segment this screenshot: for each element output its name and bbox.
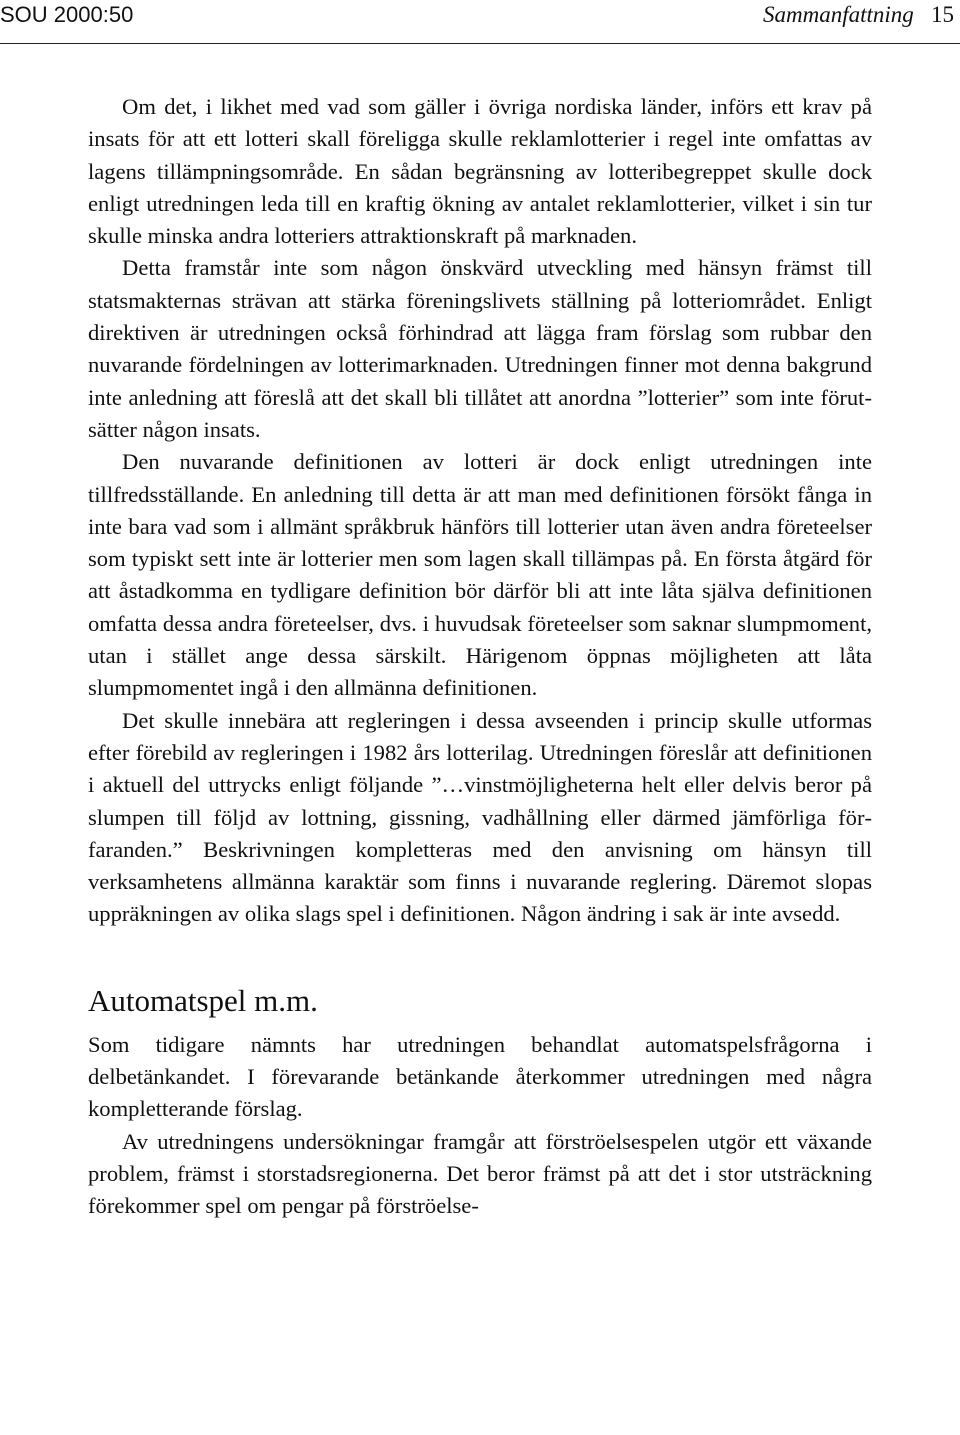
body-text: [88, 91, 872, 1223]
running-head: [763, 2, 954, 28]
paragraph-2: Detta framstår inte som någon önskvärd utveckling med hänsyn främst till statsmakternas strävan att stärka föreningslivets ställning på lotteriområdet. Enligt direktiven är utredningen också förhindrad att lägga fram förslag som rubbar den nuvarande fördelningen av lotterimarknaden. Utredningen finner mot denna bakgrund inte anledning att föreslå att det skall bli tillåtet att anordna ”lotterier” som inte förutsätter någon insats.: [88, 255, 872, 442]
page-number: 15: [931, 2, 954, 27]
paragraph-6: Av utredningens undersökningar framgår att förströelsespelen utgör ett växande problem, främst i storstadsregionerna. Det beror främst på att det i stor utsträckning förekommer spel om pengar på förströelse-: [88, 1128, 872, 1219]
document-id: SOU 2000:50: [0, 2, 134, 27]
section-spacer: [88, 931, 872, 981]
page-header: [0, 0, 960, 44]
paragraph-4: Det skulle innebära att regleringen i dessa avseenden i princip skulle utformas efter förebild av regleringen i 1982 års lotterilag. Utredningen föreslår att definitionen i aktuell del uttrycks enligt följande ”…vinstmöjligheterna helt eller delvis beror på slumpen till följd av lottning, gissning, vadhållning eller därmed jämförliga förfaranden.” Beskrivningen kompletteras med den anvisning om hänsyn till verksamhetens allmänna karaktär som finns i nuvarande reglering. Däremot slopas uppräkningen av olika slags spel i definitionen. Någon ändring i sak är inte avsedd.: [88, 707, 872, 927]
paragraph-1: Om det, i likhet med vad som gäller i övriga nordiska länder, införs ett krav på insats för att ett lotteri skall föreligga skulle reklamlotterier i regel inte omfattas av lagens tillämpningsområde. En sådan begränsning av lotteribegreppet skulle dock enligt utredningen leda till en kraftig ökning av antalet reklamlotterier, vilket i sin tur skulle minska andra lotteriers attraktionskraft på marknaden.: [88, 94, 872, 249]
paragraph-5: Som tidigare nämnts har utredningen behandlat automatspelsfrågorna i delbetänkandet. I förevarande betänkande återkommer utredningen med några kompletterande förslag.: [88, 1031, 872, 1122]
paragraph-3: Den nuvarande definitionen av lotteri är dock enligt utredningen inte tillfredsställande. En anledning till detta är att man med definitionen försökt fånga in inte bara vad som i allmänt språkbruk hänförs till lotterier utan även andra företeelser som typiskt sett inte är lotterier men som lagen skall tillämpas på. En första åtgärd för att åstadkomma en tydligare definition bör därför bli att inte låta själva definitionen omfatta dessa andra företeelser, dvs. i huvudsak företeelser som saknar slumpmoment, utan i stället ange dessa särskilt. Härigenom öppnas möjligheten att låta slumpmomentet ingå i den allmänna definitionen.: [88, 449, 872, 701]
section-title: Sammanfattning: [762, 2, 914, 27]
section-heading: Automatspel m.m.: [88, 982, 318, 1018]
